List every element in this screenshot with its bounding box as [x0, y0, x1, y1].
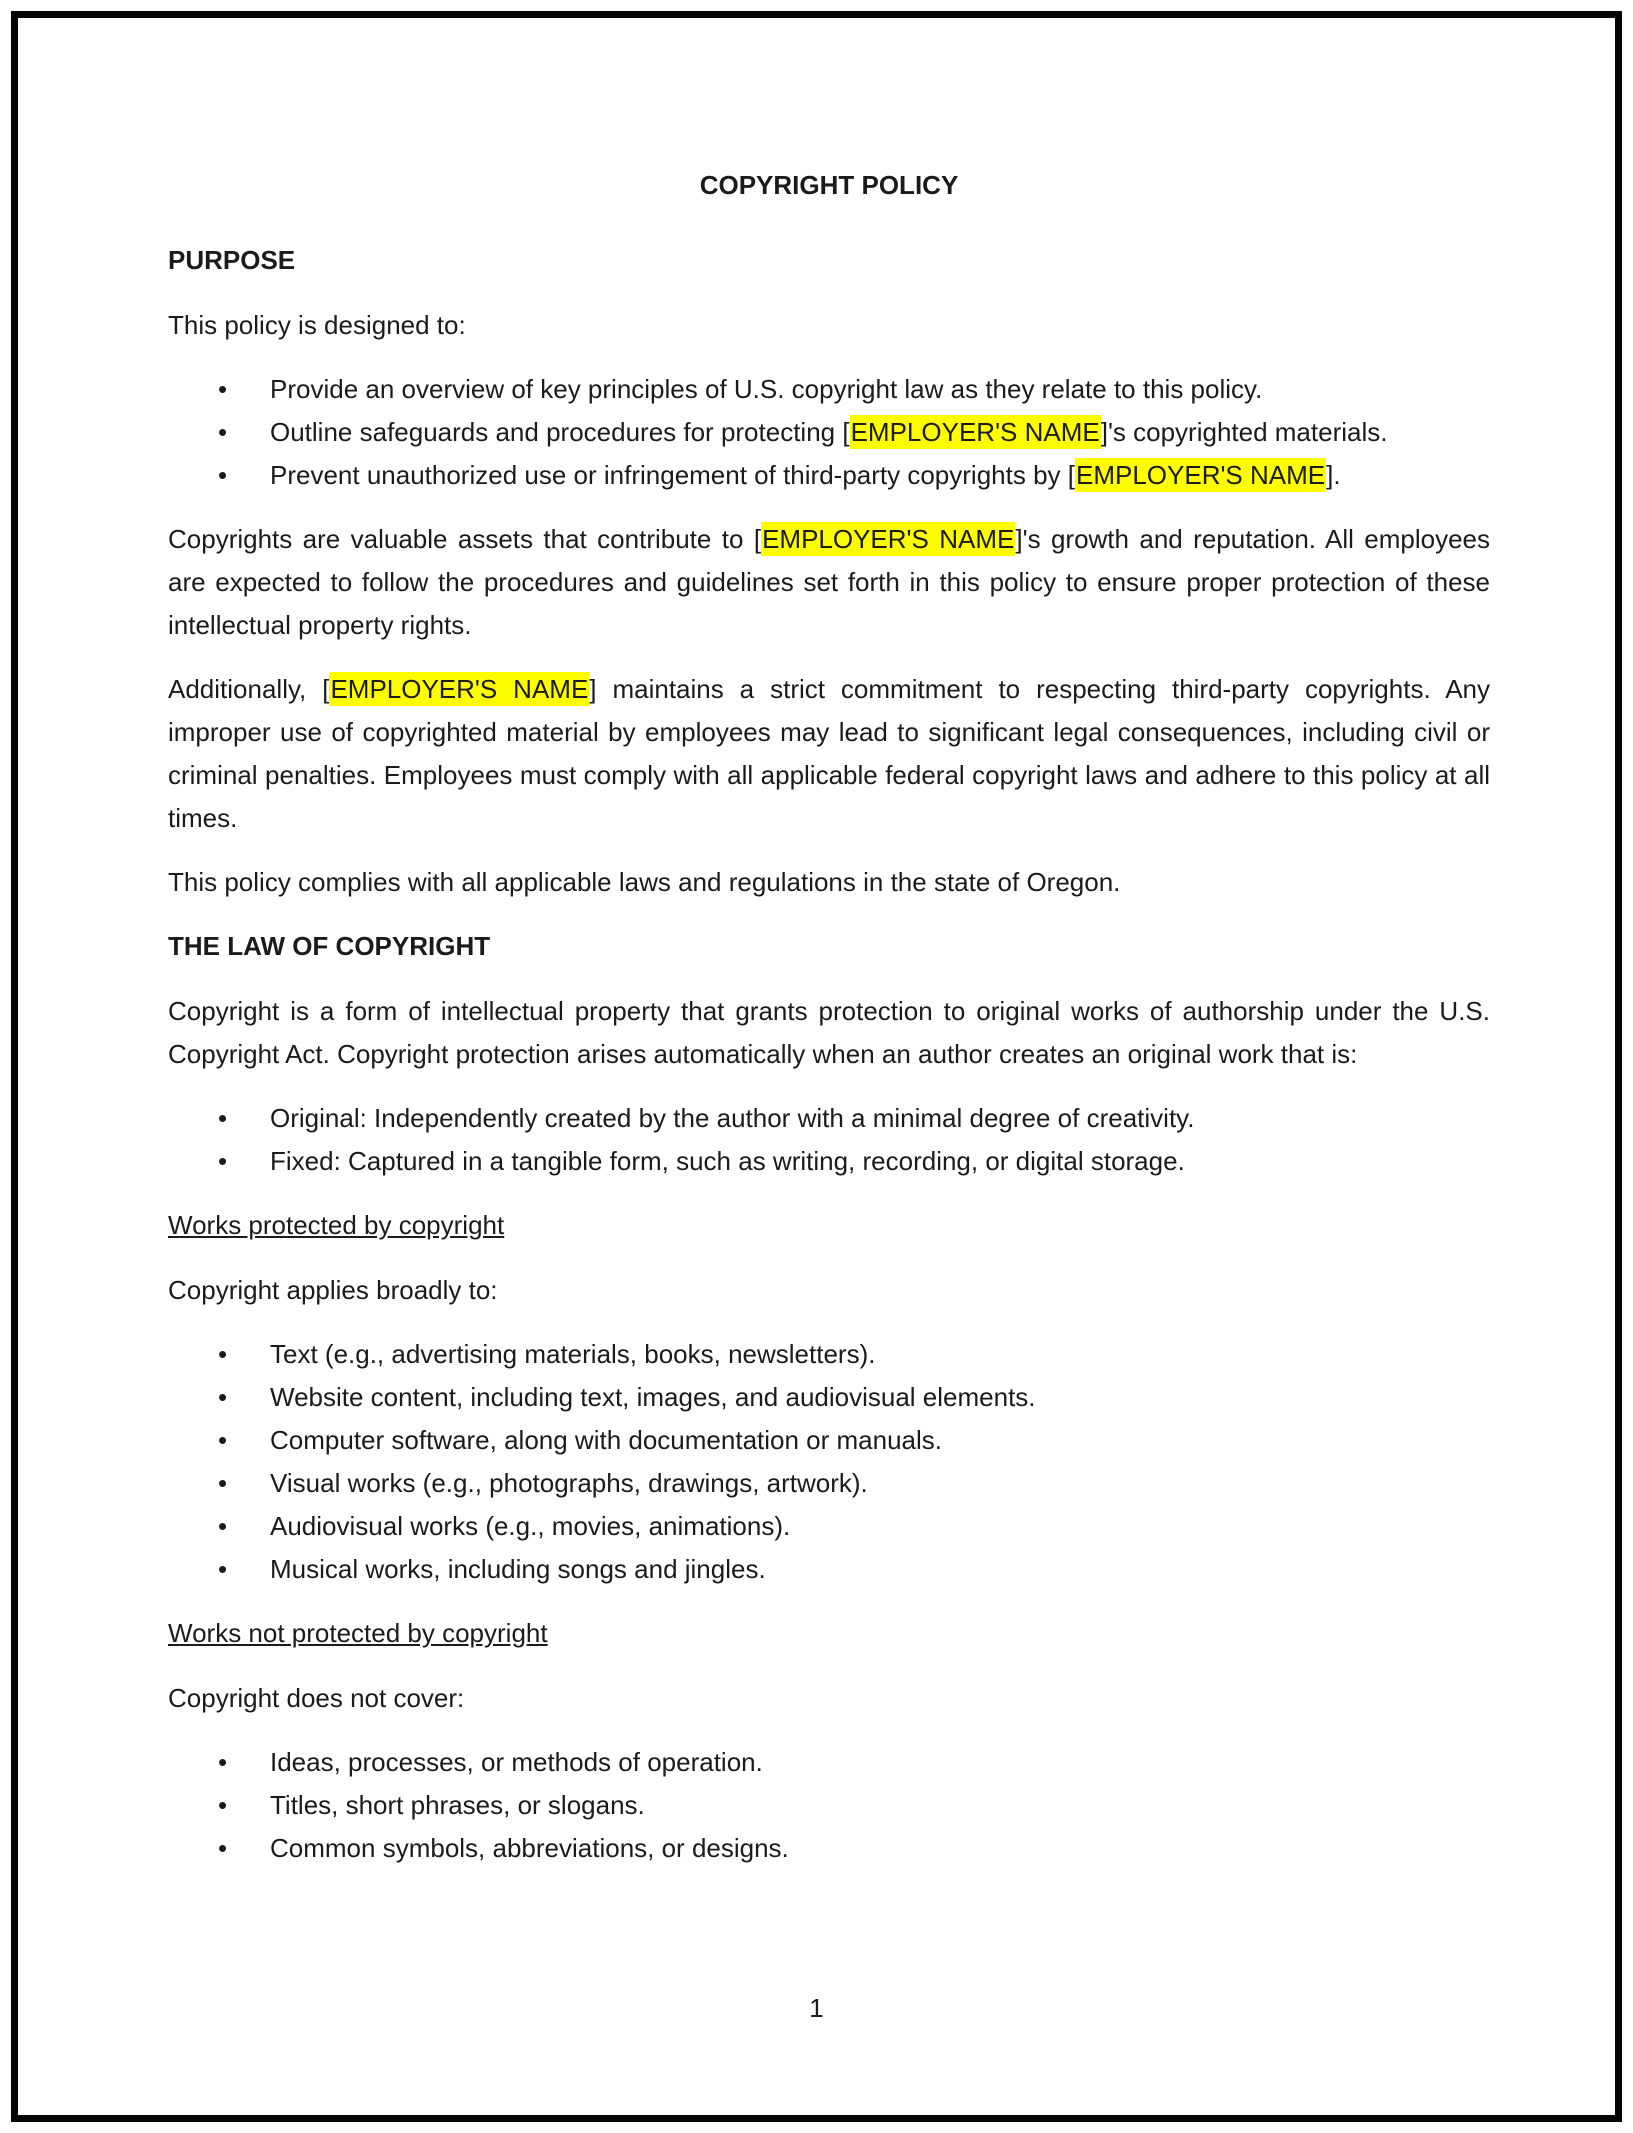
- text-run: Original: Independently created by the author with a minimal degree of creativity.: [270, 1103, 1195, 1133]
- list-item: [168, 1505, 1490, 1548]
- section-heading-law: THE LAW OF COPYRIGHT: [168, 931, 491, 961]
- protected-intro: Copyright applies broadly to:: [168, 1275, 498, 1305]
- bullet-icon: •: [218, 460, 228, 490]
- purpose-paragraph: [168, 518, 1490, 647]
- law-intro: Copyright is a form of intellectual property that grants protection to original works of authorship under the U.S. Copyright Act. Copyright protection arises automatically when an author creates an original work that is:: [168, 996, 1490, 1069]
- purpose-bullet-list: [168, 368, 1490, 497]
- highlighted-placeholder: EMPLOYER'S NAME: [762, 524, 1015, 554]
- bullet-icon: •: [218, 1554, 228, 1584]
- highlighted-placeholder: EMPLOYER'S NAME: [1075, 460, 1326, 490]
- subheading-works-not-protected: Works not protected by copyright: [168, 1618, 548, 1648]
- list-item: [168, 1333, 1490, 1376]
- page-number: 1: [809, 1993, 824, 2023]
- bullet-icon: •: [218, 1747, 228, 1777]
- purpose-intro: This policy is designed to:: [168, 310, 466, 340]
- text-run: Ideas, processes, or methods of operation.: [270, 1747, 763, 1777]
- compliance-statement: This policy complies with all applicable laws and regulations in the state of Oregon.: [168, 867, 1121, 897]
- text-run: ]'s copyrighted materials.: [1100, 417, 1388, 447]
- list-item: [168, 1784, 1490, 1827]
- section-heading-purpose: PURPOSE: [168, 245, 296, 275]
- text-run: ] maintains a strict commitment to respecting third-party copyrights. Any improper use of copyrighted material by employees may lead to significant legal consequences, including civil or criminal penalties. Employees must comply with all applicable federal copyright laws and adhere to this policy at all times.: [168, 674, 1490, 833]
- bullet-icon: •: [218, 1339, 228, 1369]
- page-border: [11, 11, 1622, 2122]
- text-run: Titles, short phrases, or slogans.: [270, 1790, 645, 1820]
- bullet-icon: •: [218, 1103, 228, 1133]
- list-item: [168, 1462, 1490, 1505]
- list-item: [168, 1419, 1490, 1462]
- text-run: Provide an overview of key principles of U.S. copyright law as they relate to this policy.: [270, 374, 1263, 404]
- text-run: Website content, including text, images, and audiovisual elements.: [270, 1382, 1036, 1412]
- list-item: [168, 454, 1490, 497]
- text-run: Visual works (e.g., photographs, drawings, artwork).: [270, 1468, 868, 1498]
- law-bullet-list: [168, 1097, 1490, 1183]
- list-item: [168, 1140, 1490, 1183]
- bullet-icon: •: [218, 1382, 228, 1412]
- text-run: Outline safeguards and procedures for protecting [: [270, 417, 850, 447]
- text-run: ].: [1326, 460, 1341, 490]
- purpose-paragraph: [168, 668, 1490, 840]
- text-run: Additionally, [: [168, 674, 330, 704]
- text-run: Audiovisual works (e.g., movies, animations).: [270, 1511, 791, 1541]
- bullet-icon: •: [218, 1790, 228, 1820]
- text-run: Musical works, including songs and jingles.: [270, 1554, 766, 1584]
- bullet-icon: •: [218, 374, 228, 404]
- list-item: [168, 368, 1490, 411]
- highlighted-placeholder: EMPLOYER'S NAME: [850, 417, 1100, 447]
- bullet-icon: •: [218, 1425, 228, 1455]
- text-run: Copyrights are valuable assets that contribute to [: [168, 524, 762, 554]
- page-content: [168, 164, 1490, 1891]
- text-run: Fixed: Captured in a tangible form, such as writing, recording, or digital storage.: [270, 1146, 1185, 1176]
- bullet-icon: •: [218, 1146, 228, 1176]
- bullet-icon: •: [218, 1468, 228, 1498]
- text-run: ]'s growth and reputation. All employees are expected to follow the procedures and guidelines set forth in this policy to ensure proper protection of these intellectual property rights.: [168, 524, 1490, 640]
- list-item: [168, 411, 1490, 454]
- highlighted-placeholder: EMPLOYER'S NAME: [330, 674, 589, 704]
- text-run: Prevent unauthorized use or infringement of third-party copyrights by [: [270, 460, 1075, 490]
- bullet-icon: •: [218, 1833, 228, 1863]
- bullet-icon: •: [218, 417, 228, 447]
- list-item: [168, 1376, 1490, 1419]
- list-item: [168, 1741, 1490, 1784]
- bullet-icon: •: [218, 1511, 228, 1541]
- list-item: [168, 1097, 1490, 1140]
- protected-bullet-list: [168, 1333, 1490, 1591]
- text-run: Common symbols, abbreviations, or designs.: [270, 1833, 789, 1863]
- text-run: Text (e.g., advertising materials, books, newsletters).: [270, 1339, 876, 1369]
- list-item: [168, 1548, 1490, 1591]
- document-title: COPYRIGHT POLICY: [699, 170, 959, 200]
- not-protected-bullet-list: [168, 1741, 1490, 1870]
- list-item: [168, 1827, 1490, 1870]
- text-run: Computer software, along with documentation or manuals.: [270, 1425, 943, 1455]
- not-protected-intro: Copyright does not cover:: [168, 1683, 465, 1713]
- subheading-works-protected: Works protected by copyright: [168, 1210, 505, 1240]
